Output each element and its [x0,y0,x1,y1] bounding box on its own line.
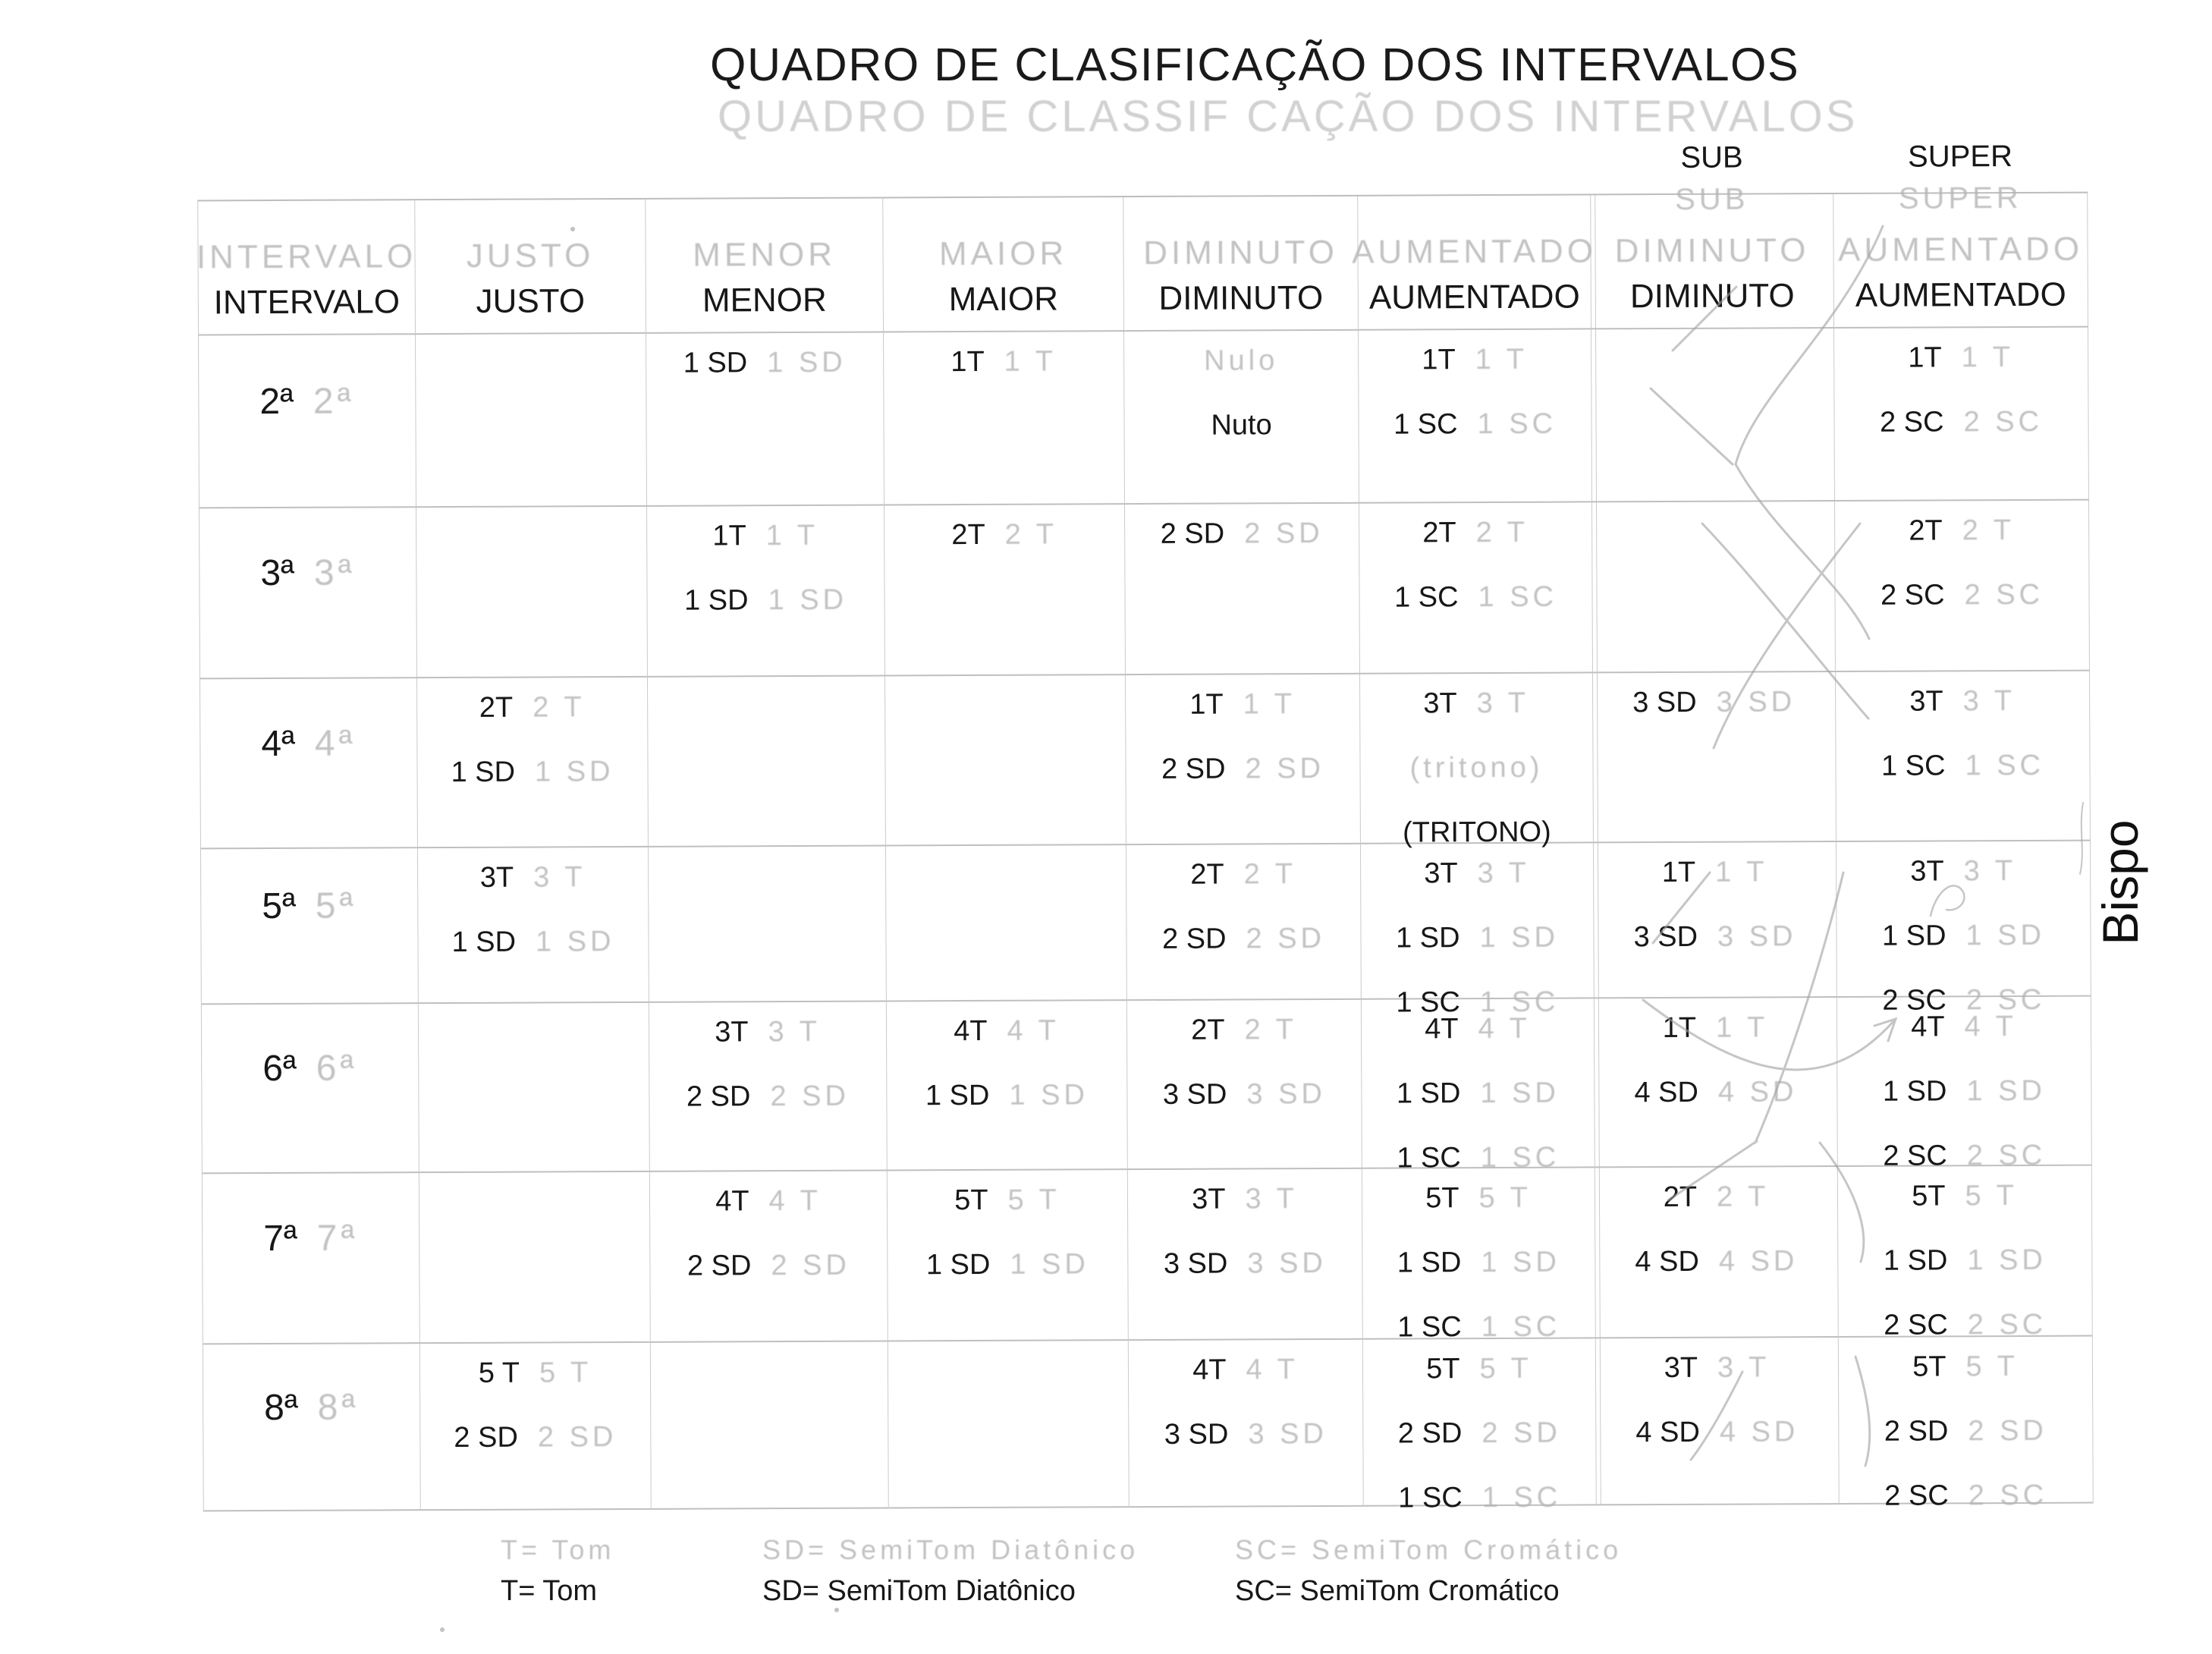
value-ghost: 2 T [1962,514,2016,547]
header-label: MAIOR [948,280,1059,319]
value-ghost: Nulo [1204,344,1279,377]
value-ghost: 1 SC [1481,1481,1562,1514]
value-ghost: 4 T [1478,1012,1531,1046]
value-ghost: 3 T [533,861,586,894]
value-ghost: 3 SD [1246,1077,1326,1111]
header-ghost: SUB [1675,182,1749,216]
value-ghost: 4 T [1007,1014,1060,1047]
value-text: 1 SD [1881,920,1946,952]
value-ghost: 1 SD [768,583,848,617]
header-ghost: MENOR [693,235,837,274]
header-ghost: MAIOR [938,234,1068,273]
legend-text: SD= SemiTom Diatônico [762,1575,1076,1607]
header-ghost: DIMINUTO [1143,233,1339,272]
interval-label: 5ª [262,885,296,927]
value-text: 3T [1424,857,1458,890]
value-ghost: (tritono) [1409,751,1544,785]
value-text: 1T [950,345,985,379]
value-ghost: 2 SD [1246,922,1326,955]
value-text: 3 SD [1164,1418,1229,1451]
value-ghost: 1 SD [1009,1079,1089,1112]
header-label: INTERVALO [213,283,401,322]
value-ghost: 1 SC [1479,986,1560,1019]
legend-item-semitom-diatonico [762,1534,1139,1608]
interval-ghost: 7ª [316,1218,359,1259]
value-text: 2 SC [1880,579,1945,612]
value-text: 3T [715,1016,749,1049]
value-ghost: 3 T [1477,857,1531,890]
value-text: 1 SD [1883,1244,1948,1277]
value-ghost: 5 T [1479,1352,1532,1385]
value-ghost: 1 SD [1967,1244,2047,1277]
value-ghost: 3 T [1963,854,2016,888]
value-text: 2 SC [1882,984,1946,1017]
header-label: AUMENTADO [1855,275,2066,314]
pencil-stroke [1820,1143,1864,1262]
value-ghost: 2 SD [1245,752,1325,785]
value-ghost: 3 T [1717,1351,1771,1384]
legend-ghost: T= Tom [501,1534,615,1565]
value-ghost: 1 T [1715,1011,1769,1044]
value-text: 1 SD [683,347,748,379]
value-text: 2T [1909,514,1943,547]
page-title-ghost: QUADRO DE CLASSIF CAÇÃO DOS INTERVALOS [718,92,1859,141]
value-ghost: 3 SD [1716,686,1796,719]
header-label: JUSTO [476,282,586,320]
pencil-stroke [1651,388,1733,464]
value-ghost: 1 T [765,519,819,552]
value-text: 3 SD [1163,1247,1228,1280]
value-text: 3T [1664,1351,1698,1385]
value-text: 4 SD [1635,1416,1700,1449]
value-text: 2 SC [1884,1309,1948,1341]
value-ghost: 2 SC [1964,578,2044,612]
value-ghost: 4 SD [1719,1416,1799,1448]
value-text: Nuto [1211,409,1272,442]
value-text: 3 SD [1632,686,1697,719]
value-ghost: 2 SD [771,1249,850,1282]
value-text: 5T [954,1184,988,1217]
value-text: 2 SC [1879,406,1944,439]
value-ghost: 3 T [1245,1183,1298,1215]
value-ghost: 1 T [1243,688,1296,721]
pencil-stroke [1755,873,1843,1143]
value-text: 2 SD [687,1250,752,1282]
value-text: 4T [1192,1354,1227,1386]
value-text: 1 SD [1396,1077,1461,1110]
value-ghost: 2 SD [1244,517,1324,550]
value-ghost: 2 SD [770,1080,850,1113]
value-ghost: 2 T [1243,858,1297,891]
side-label: Bispo [2092,819,2148,945]
value-ghost: 1 SD [535,926,615,958]
value-ghost: 2 SC [1966,1139,2047,1172]
value-ghost: 4 T [1246,1354,1299,1386]
value-text: 1T [1189,688,1224,721]
value-ghost: 2 T [1475,516,1529,549]
value-ghost: 1 T [1475,343,1529,376]
value-ghost: 3 T [1962,684,2016,718]
value-ghost: 2 SC [1965,983,2046,1017]
value-ghost: 2 SD [537,1421,617,1454]
value-ghost: 1 SD [534,756,614,788]
value-ghost: 2 T [533,691,586,724]
value-ghost: 1 SC [1477,407,1557,441]
value-text: 3T [1192,1183,1226,1215]
header-label: DIMINUTO [1158,278,1324,317]
value-ghost: 1 SD [1966,1074,2046,1108]
header-label: MENOR [702,281,827,319]
value-ghost: 1 SD [1965,919,2046,952]
value-text: 1 SC [1393,581,1459,614]
value-text: 1 SD [1397,1247,1462,1279]
value-ghost: 1 SC [1481,1310,1561,1344]
value-text: 1 SD [1395,922,1460,954]
value-ghost: 2 SD [1968,1414,2047,1448]
value-ghost: 5 T [1965,1350,2019,1383]
interval-ghost: 4ª [314,723,357,764]
interval-label: 3ª [260,552,295,594]
interval-ghost: 2ª [313,381,355,422]
pencil-stroke [1668,1141,1757,1200]
value-text: 3T [1423,687,1457,720]
interval-label: 7ª [263,1218,297,1259]
legend-text: SC= SemiTom Cromático [1235,1575,1560,1607]
value-text: 5T [1425,1182,1459,1215]
header-label: AUMENTADO [1368,278,1580,316]
value-text: 5T [1426,1353,1460,1385]
pencil-stroke [1736,464,1869,639]
interval-label: 4ª [261,723,295,764]
value-text: 4T [1911,1011,1945,1043]
value-text: 2 SD [1397,1417,1463,1450]
value-text: 4 SD [1635,1245,1699,1278]
interval-ghost: 8ª [317,1387,360,1428]
pencil-stroke [1714,524,1860,748]
value-ghost: 1 T [1715,856,1768,888]
value-ghost: 3 SD [1248,1417,1328,1451]
value-text: 2T [1663,1181,1698,1214]
pencil-stroke [1691,1372,1742,1460]
value-text: 1T [1908,341,1942,374]
legend-item-tom [501,1534,614,1608]
value-ghost: 1 SC [1480,1141,1560,1174]
value-text: 2 SD [686,1080,751,1113]
legend-item-semitom-cromatico [1235,1534,1622,1608]
pencil-stroke [1736,226,1883,464]
value-text: 2 SD [1884,1415,1949,1448]
value-text: 1 SC [1397,1142,1461,1174]
value-text: 2 SD [1161,923,1227,955]
value-text: 1T [712,520,746,552]
value-ghost: 1 SC [1965,749,2045,782]
value-text: 3 SD [1633,920,1698,954]
value-ghost: 2 SC [1968,1479,2048,1512]
pencil-stroke [1653,873,1710,943]
value-text: 3T [1910,855,1944,888]
value-text: 1 SC [1397,1311,1462,1344]
value-text: 5T [1912,1351,1946,1383]
value-text: 1 SC [1881,750,1946,782]
value-text: 5T [1912,1180,1946,1212]
interval-label: 8ª [264,1387,298,1428]
value-text: 1T [1422,344,1456,376]
pencil-stroke [1855,1357,1870,1466]
header-ghost: AUMENTADO [1838,230,2084,269]
value-text: 1T [1661,856,1696,889]
value-ghost: 5 T [1007,1184,1060,1216]
value-ghost: 1 T [1004,345,1057,378]
value-text: 2 SD [454,1421,518,1454]
value-text: 1 SC [1396,986,1460,1019]
header-ghost: JUSTO [466,237,595,275]
value-text: 4 SD [1634,1076,1698,1109]
value-ghost: 2 SC [1967,1308,2047,1341]
value-ghost: 5 T [1965,1179,2018,1212]
value-text: 1 SC [1398,1482,1463,1514]
interval-label: 6ª [262,1048,297,1090]
value-ghost: 2 T [1716,1181,1770,1213]
value-text: 4T [1425,1013,1459,1046]
value-ghost: 2 T [1244,1014,1297,1046]
value-ghost: 1 SD [767,346,847,379]
value-ghost: 4 SD [1718,1245,1799,1278]
value-ghost: 2 SC [1963,405,2044,439]
value-ghost: 1 SC [1478,580,1558,614]
header-label: SUB [1680,140,1743,175]
value-text: 4T [715,1185,749,1218]
speck-mark [570,227,575,231]
header-label: DIMINUTO [1629,277,1795,316]
value-ghost: 2 T [1004,518,1058,551]
value-ghost: 3 SD [1717,920,1797,953]
value-text: 2T [1422,517,1456,549]
value-text: 5 T [478,1357,520,1389]
value-ghost: 5 T [1478,1181,1532,1215]
header-ghost: AUMENTADO [1352,232,1598,271]
legend-text: T= Tom [501,1575,598,1607]
value-ghost: 1 SD [1479,921,1560,954]
value-ghost: 5 T [539,1357,592,1389]
value-text: 1T [1662,1011,1697,1045]
header-ghost: INTERVALO [196,237,417,276]
value-ghost: 1 SD [1480,1077,1560,1110]
header-ghost: SUPER [1898,181,2022,215]
value-text: 1 SD [451,926,517,958]
value-text: 4T [954,1014,988,1048]
signature-mark [1931,885,1964,916]
value-ghost: 3 T [1476,687,1530,720]
value-ghost: 4 T [1964,1010,2017,1043]
value-ghost: 1 SD [1010,1248,1089,1281]
interval-ghost: 5ª [315,885,357,926]
value-text: 2 SD [1161,753,1226,785]
value-text: 2T [1190,858,1224,891]
value-ghost: 3 T [768,1015,821,1049]
value-text: 3T [1909,685,1943,718]
value-text: 2 SC [1884,1479,1949,1512]
interval-ghost: 6ª [316,1048,358,1089]
value-text: 1 SD [683,584,749,617]
value-ghost: 1 SD [1481,1246,1560,1279]
value-text: 2T [951,518,985,552]
value-ghost: 3 SD [1247,1247,1327,1280]
value-ghost: 1 T [1961,341,2015,374]
value-ghost: 4 SD [1717,1076,1798,1108]
pencil-stroke [1643,1000,1894,1070]
value-text: 1 SD [451,756,516,788]
value-text: 1 SD [1882,1075,1947,1108]
interval-label: 2ª [259,381,294,422]
value-text: (TRITONO) [1402,816,1551,849]
pencil-stroke [1673,287,1736,351]
speck-mark [834,1608,839,1612]
legend-ghost: SD= SemiTom Diatônico [762,1534,1139,1565]
speck-mark [440,1627,445,1632]
value-text: 2 SD [1160,517,1225,550]
value-ghost: 2 SD [1481,1417,1561,1450]
value-text: 1 SD [925,1079,990,1112]
value-text: 2 SC [1883,1140,1947,1172]
interval-ghost: 3ª [313,552,356,593]
value-ghost: 4 T [768,1184,822,1218]
value-text: 3 SD [1162,1078,1227,1111]
legend-ghost: SC= SemiTom Cromático [1235,1534,1623,1565]
header-label: SUPER [1908,140,2013,174]
value-text: 3T [479,861,514,894]
value-text: 2T [479,691,514,724]
header-ghost: DIMINUTO [1614,231,1810,270]
page-title: QUADRO DE CLASIFICAÇÃO DOS INTERVALOS [710,39,1800,90]
value-text: 1 SD [925,1248,991,1281]
value-text: 1 SC [1393,408,1458,441]
value-text: 2T [1191,1014,1225,1046]
